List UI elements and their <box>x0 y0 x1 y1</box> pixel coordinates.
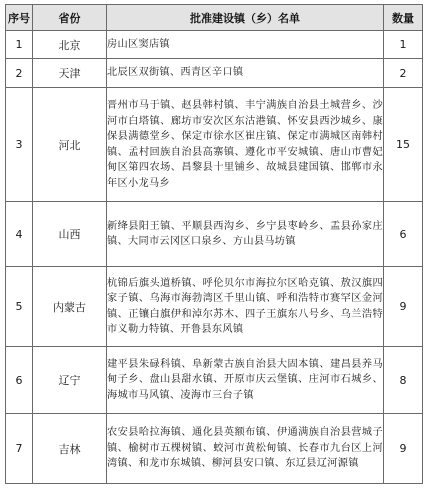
row-towns: 北辰区双街镇、西青区辛口镇 <box>107 59 384 88</box>
row-no: 7 <box>6 414 33 484</box>
row-towns: 晋州市马于镇、赵县韩村镇、丰宁满族自治县土城营乡、沙河市白塔镇、廊坊市安次区东沽港镇、怀安县西沙城乡、康保县满德堂乡、保定市徐水区崔庄镇、保定市满城区南韩村镇、孟村回族自治县高寨镇、遵化市平安城镇、唐山市曹妃甸区第四农场、昌黎县十里铺乡、故城县建国镇、邯郸市永年区小龙马乡 <box>107 88 384 202</box>
table-row <box>6 347 423 414</box>
row-province: 内蒙古 <box>33 267 107 347</box>
approval-table <box>5 4 423 484</box>
row-province: 辽宁 <box>33 347 107 414</box>
row-province: 吉林 <box>33 414 107 484</box>
row-no: 4 <box>6 202 33 267</box>
row-count: 9 <box>384 267 423 347</box>
table-row <box>6 31 423 59</box>
table-row <box>6 414 423 484</box>
header-no: 序号 <box>6 5 33 31</box>
table-row <box>6 88 423 202</box>
table-header-row <box>6 5 423 31</box>
table-row <box>6 59 423 88</box>
row-province: 河北 <box>33 88 107 202</box>
row-towns: 农安县哈拉海镇、通化县英额布镇、伊通满族自治县营城子镇、榆树市五棵树镇、蛟河市黄松甸镇、长春市九台区上河湾镇、和龙市东城镇、柳河县安口镇、东辽县辽河源镇 <box>107 414 384 484</box>
row-no: 2 <box>6 59 33 88</box>
row-towns: 房山区窦店镇 <box>107 31 384 59</box>
row-province: 山西 <box>33 202 107 267</box>
row-no: 5 <box>6 267 33 347</box>
header-province: 省份 <box>33 5 107 31</box>
row-count: 15 <box>384 88 423 202</box>
row-province: 北京 <box>33 31 107 59</box>
header-towns: 批准建设镇（乡）名单 <box>107 5 384 31</box>
row-towns: 建平县朱碌科镇、阜新蒙古族自治县大固本镇、建昌县养马甸子乡、盘山县甜水镇、开原市庆云堡镇、庄河市石城乡、海城市马风镇、凌海市三台子镇 <box>107 347 384 414</box>
row-province: 天津 <box>33 59 107 88</box>
row-towns: 新绛县阳王镇、平顺县西沟乡、乡宁县枣岭乡、盂县孙家庄镇、大同市云冈区口泉乡、方山县马坊镇 <box>107 202 384 267</box>
row-no: 1 <box>6 31 33 59</box>
row-towns: 杭锦后旗头道桥镇、呼伦贝尔市海拉尔区哈克镇、敖汉旗四家子镇、乌海市海勃湾区千里山镇、呼和浩特市赛罕区金河镇、正镶白旗伊和淖尔苏木、四子王旗东八号乡、乌兰浩特市义勒力特镇、开鲁县东风镇 <box>107 267 384 347</box>
table-row <box>6 202 423 267</box>
row-count: 2 <box>384 59 423 88</box>
row-no: 6 <box>6 347 33 414</box>
row-count: 9 <box>384 414 423 484</box>
row-no: 3 <box>6 88 33 202</box>
table-row <box>6 267 423 347</box>
row-count: 8 <box>384 347 423 414</box>
row-count: 1 <box>384 31 423 59</box>
header-count: 数量 <box>384 5 423 31</box>
row-count: 6 <box>384 202 423 267</box>
